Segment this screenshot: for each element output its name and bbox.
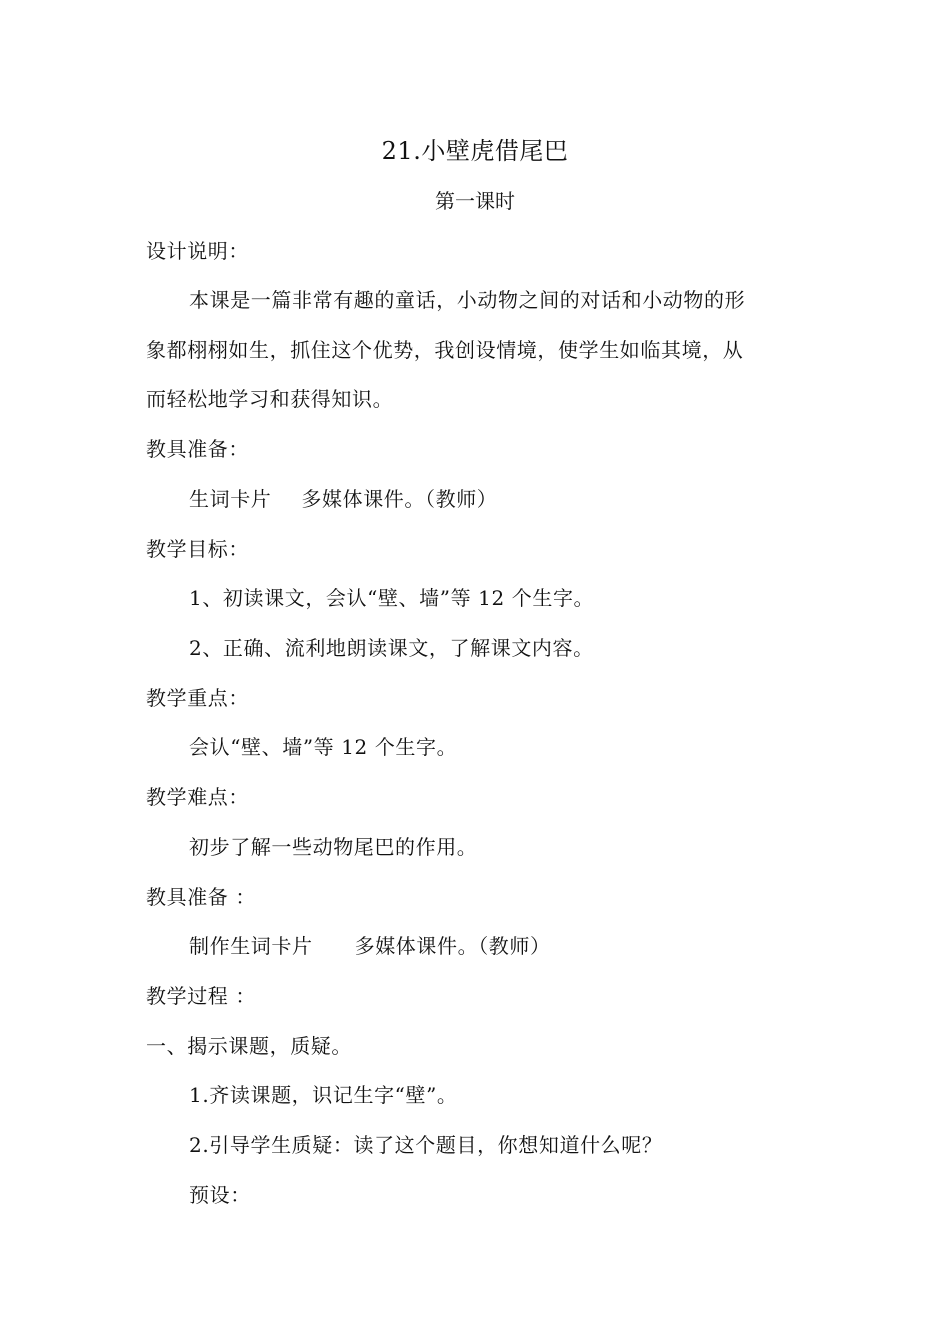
key-point-heading: 教学重点： xyxy=(146,686,249,710)
design-note-line-2: 象都栩栩如生，抓住这个优势，我创设情境，使学生如临其境，从 xyxy=(146,338,744,362)
tools-item-make-cards: 制作生词卡片 xyxy=(189,934,313,958)
tools-item-media: 多媒体课件。（教师） xyxy=(301,487,498,511)
design-note-line-1: 本课是一篇非常有趣的童话，小动物之间的对话和小动物的形 xyxy=(189,288,746,312)
difficulty-heading: 教学难点： xyxy=(146,785,249,809)
design-note-line-3: 而轻松地学习和获得知识。 xyxy=(146,387,394,411)
process-section-1: 一、揭示课题，质疑。 xyxy=(146,1034,352,1058)
goals-heading: 教学目标： xyxy=(146,537,249,561)
goal-item-2: 2、正确、流利地朗读课文，了解课文内容。 xyxy=(189,636,594,660)
tools-line-2 xyxy=(189,931,879,961)
difficulty-text: 初步了解一些动物尾巴的作用。 xyxy=(189,835,478,859)
design-note-heading: 设计说明： xyxy=(146,239,249,263)
tools-heading-1: 教具准备： xyxy=(146,437,249,461)
lesson-subtitle: 第一课时 xyxy=(435,189,515,213)
tools-item-media-2: 多媒体课件。（教师） xyxy=(354,934,551,958)
goal-item-1: 1、初读课文，会认“壁、墙”等 12 个生字。 xyxy=(189,586,595,610)
tools-line-1 xyxy=(189,484,879,514)
process-step-3: 预设： xyxy=(189,1183,251,1207)
process-heading: 教学过程 ： xyxy=(146,984,256,1008)
tools-item-cards: 生词卡片 xyxy=(189,487,272,511)
tools-heading-2: 教具准备 ： xyxy=(146,885,256,909)
lesson-title: 21.小壁虎借尾巴 xyxy=(381,137,569,165)
process-step-1: 1.齐读课题，识记生字“壁”。 xyxy=(189,1083,458,1107)
key-point-text: 会认“壁、墙”等 12 个生字。 xyxy=(189,735,458,759)
process-step-2: 2.引导学生质疑：读了这个题目，你想知道什么呢？ xyxy=(189,1133,663,1157)
